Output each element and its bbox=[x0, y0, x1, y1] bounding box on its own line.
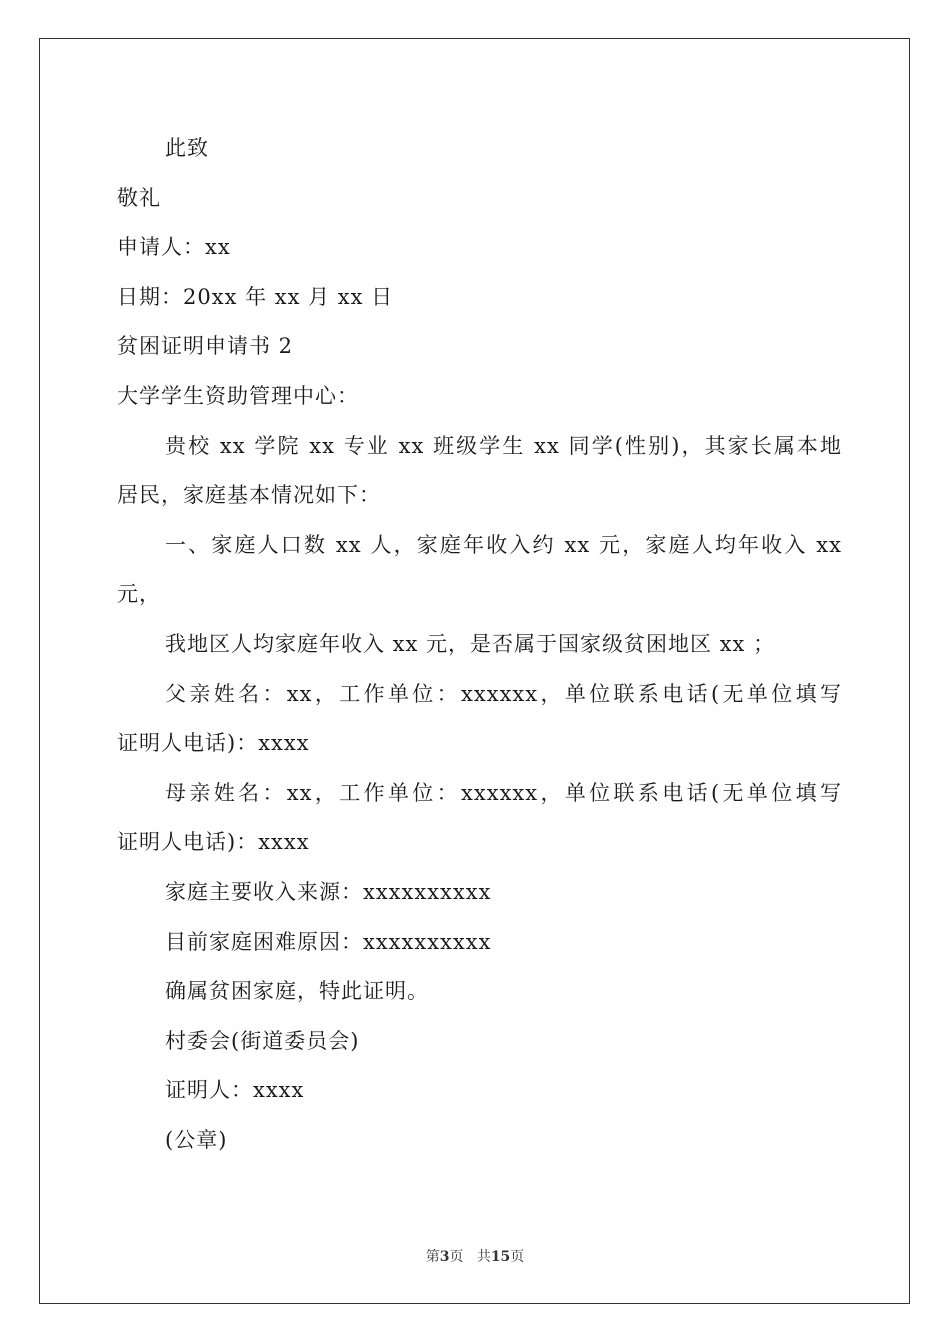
signature-person-line: 证明人：xxxx bbox=[165, 1078, 305, 1103]
seal-line: (公章) bbox=[165, 1127, 228, 1152]
paragraph-line: 母亲姓名：xx，工作单位：xxxxxx，单位联系电话(无单位填写 bbox=[165, 780, 842, 805]
page-footer bbox=[0, 1246, 950, 1266]
footer-page-suffix: 页 bbox=[449, 1249, 464, 1265]
document-body bbox=[117, 124, 842, 1165]
paragraph-line: 确属贫困家庭，特此证明。 bbox=[165, 979, 429, 1004]
paragraph-line: 父亲姓名：xx，工作单位：xxxxxx，单位联系电话(无单位填写 bbox=[165, 681, 842, 706]
footer-total-pages: 15 bbox=[490, 1249, 511, 1265]
signature-org-line: 村委会(街道委员会) bbox=[165, 1028, 360, 1053]
paragraph-line: 一、家庭人口数 xx 人，家庭年收入约 xx 元，家庭人均年收入 xx bbox=[165, 532, 842, 557]
footer-total-prefix: 共 bbox=[476, 1249, 491, 1265]
section-title: 贫困证明申请书 2 bbox=[117, 334, 294, 359]
footer-prefix: 第 bbox=[425, 1249, 440, 1265]
paragraph-line: 证明人电话)：xxxx bbox=[117, 731, 310, 756]
footer-page-number: 3 bbox=[439, 1249, 450, 1265]
paragraph-line: 元， bbox=[117, 582, 161, 607]
paragraph-line: 证明人电话)：xxxx bbox=[117, 830, 310, 855]
paragraph-line: 家庭主要收入来源：xxxxxxxxxx bbox=[165, 879, 492, 904]
paragraph-line: 贵校 xx 学院 xx 专业 xx 班级学生 xx 同学(性别)，其家长属本地 bbox=[165, 433, 842, 458]
addressee-line: 大学学生资助管理中心： bbox=[117, 383, 359, 408]
footer-total-suffix: 页 bbox=[510, 1249, 525, 1265]
paragraph-line: 居民，家庭基本情况如下： bbox=[117, 483, 381, 508]
paragraph-line: 我地区人均家庭年收入 xx 元，是否属于国家级贫困地区 xx ； bbox=[165, 631, 776, 656]
closing-line: 此致 bbox=[165, 136, 209, 160]
date-line: 日期：20xx 年 xx 月 xx 日 bbox=[117, 284, 394, 309]
paragraph-line: 目前家庭困难原因：xxxxxxxxxx bbox=[165, 929, 492, 954]
applicant-line: 申请人：xx bbox=[117, 235, 231, 260]
salutation-line: 敬礼 bbox=[117, 185, 161, 210]
